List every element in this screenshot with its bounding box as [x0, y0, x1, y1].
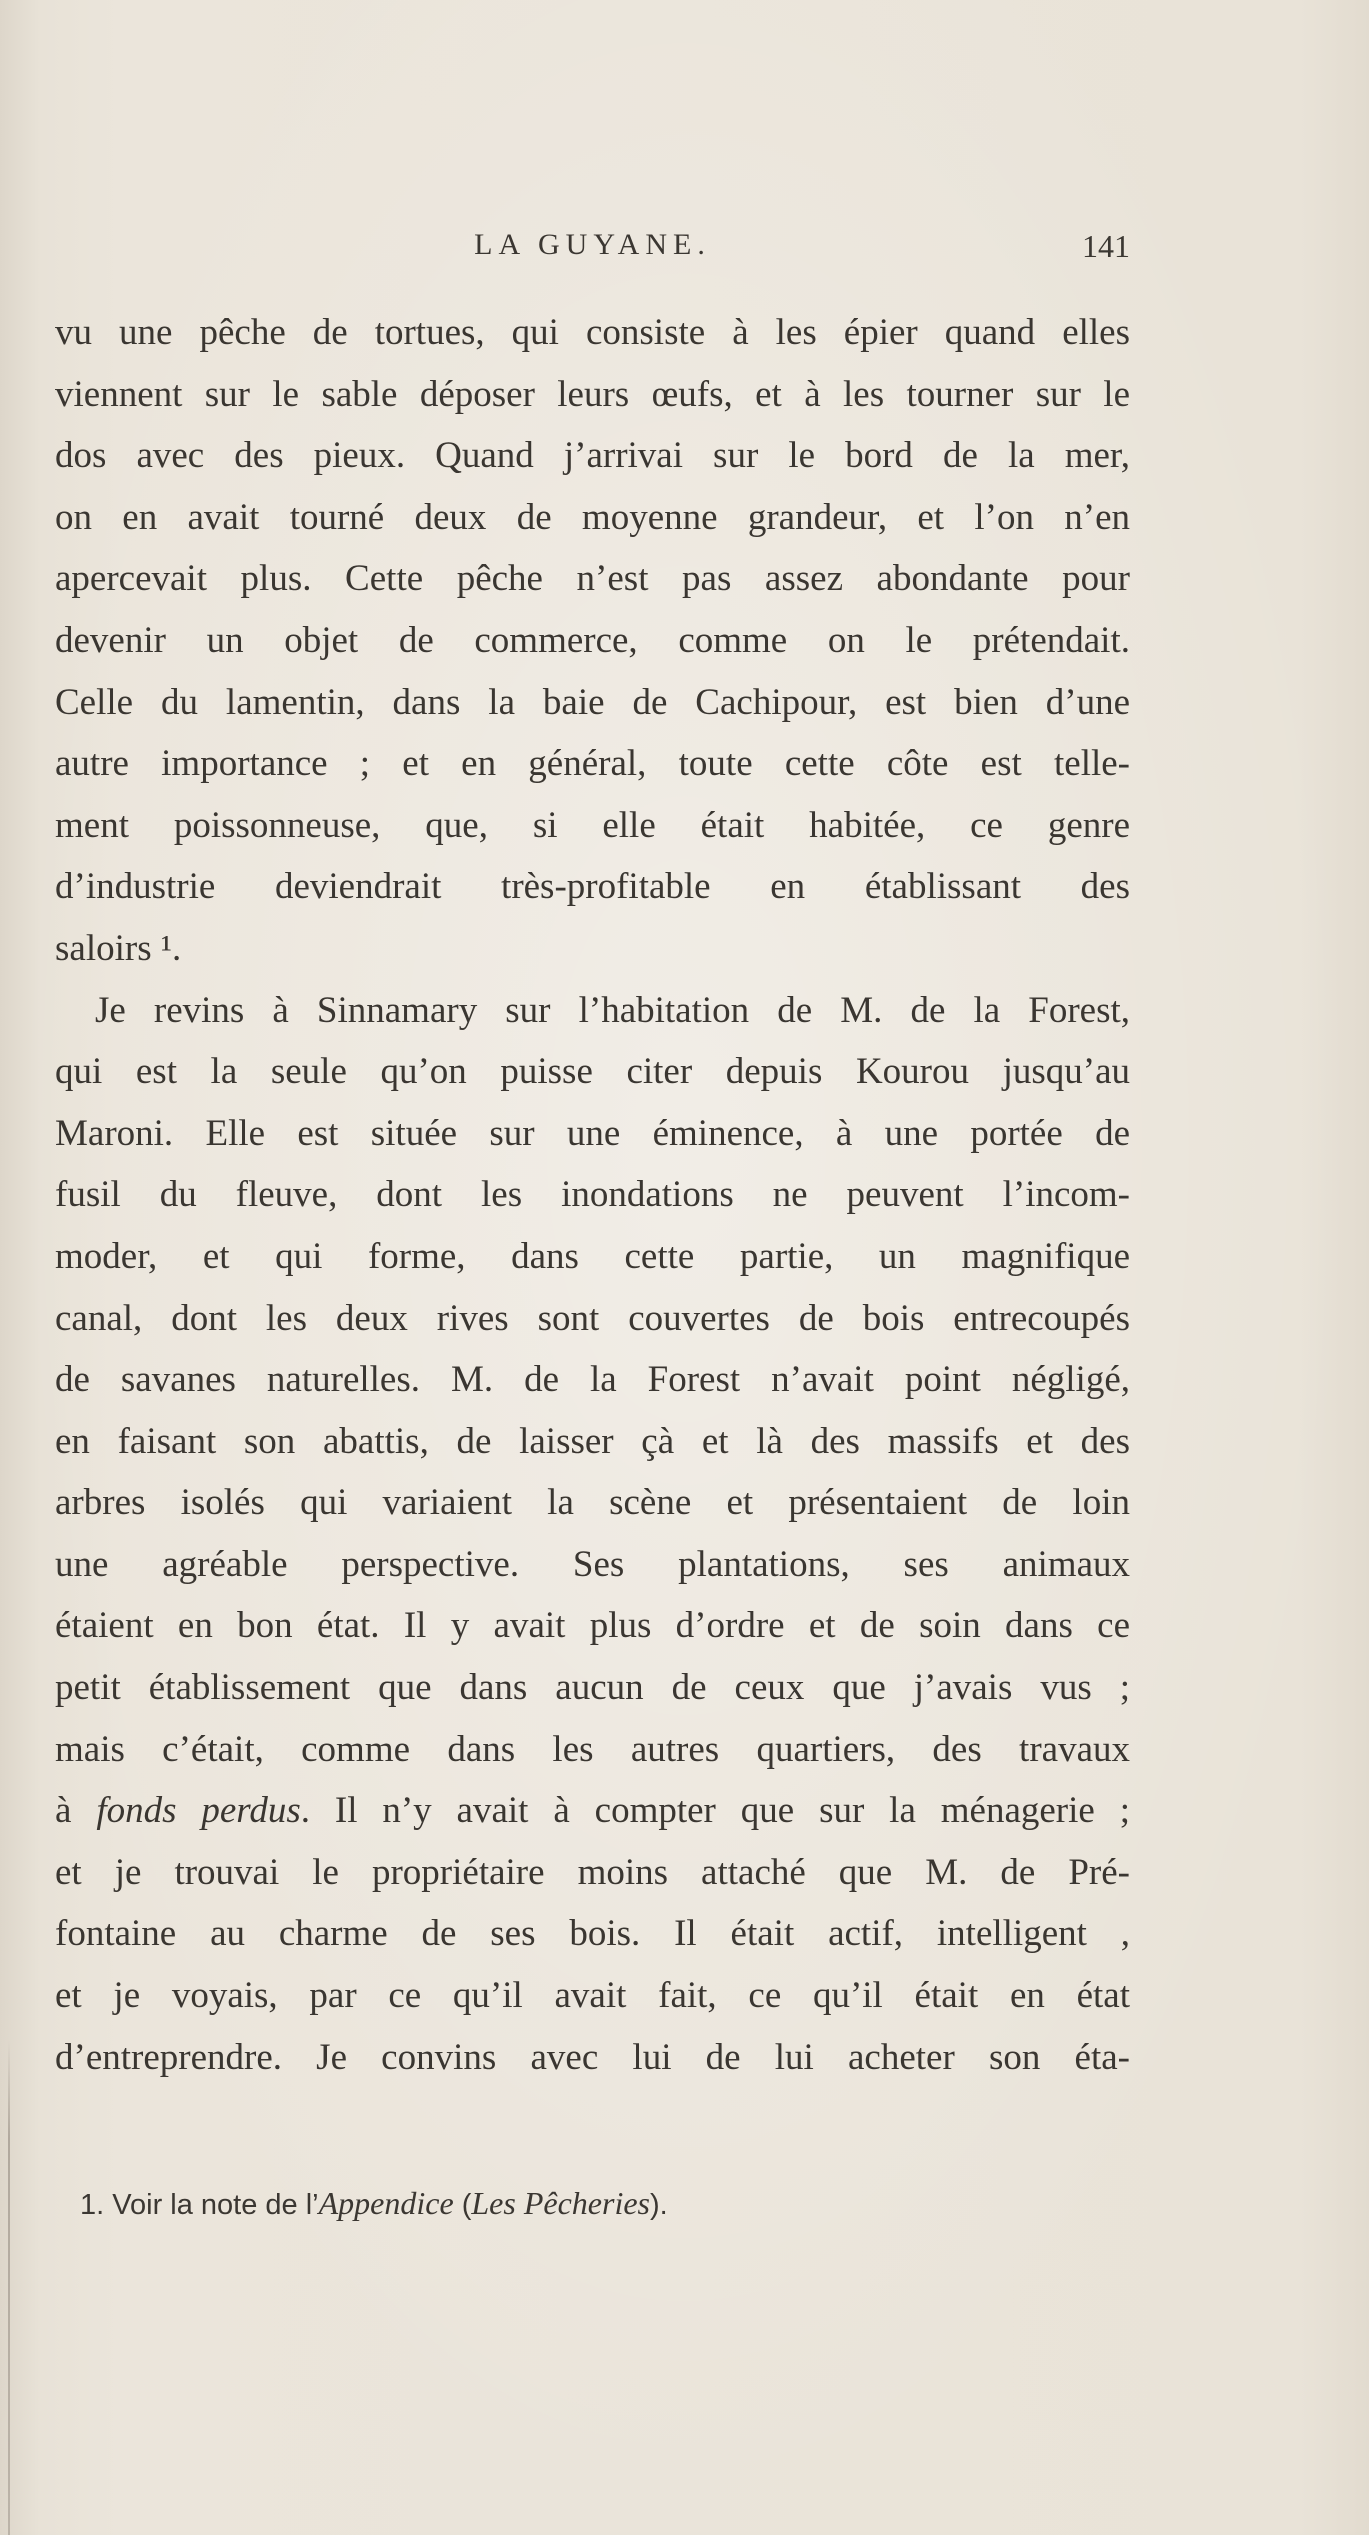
text-line: petit établissement que dans aucun de ceux que j’avais vus ; — [55, 1667, 1130, 1709]
text-line: arbres isolés qui variaient la scène et présentaient de loin — [55, 1482, 1130, 1524]
text-line: fusil du fleuve, dont les inondations ne peuvent l’incom- — [55, 1174, 1130, 1216]
footnote-text-middle: ( — [453, 2189, 472, 2221]
text-line: moder, et qui forme, dans cette partie, un magnifique — [55, 1235, 1130, 1277]
page-edge-shadow — [8, 2040, 10, 2535]
text-line: dos avec des pieux. Quand j’arrivai sur le bord de la mer, — [55, 435, 1130, 477]
body-text — [55, 302, 1130, 2088]
text-line: on en avait tourné deux de moyenne grandeur, et l’on n’en — [55, 496, 1130, 538]
running-head — [55, 228, 1130, 268]
italic-line-prefix: à — [55, 1790, 97, 1832]
text-line: viennent sur le sable déposer leurs œufs, et à les tourner sur le — [55, 373, 1130, 415]
text-line: Je revins à Sinnamary sur l’habitation de M. de la Forest, — [95, 989, 1130, 1031]
text-line: fontaine au charme de ses bois. Il était actif, intelligent , — [55, 1913, 1130, 1955]
footnote-italic-appendice: Appendice — [318, 2185, 454, 2221]
text-line: une agréable perspective. Ses plantations, ses animaux — [55, 1543, 1130, 1585]
italic-phrase: fonds perdus — [96, 1790, 301, 1832]
text-line: en faisant son abattis, de laisser çà et là des massifs et des — [55, 1420, 1130, 1462]
footnote — [80, 2185, 1130, 2222]
text-line: apercevait plus. Cette pêche n’est pas assez abondante pour — [55, 558, 1130, 600]
italic-line-suffix: . Il n’y avait à compter que sur la ménagerie ; — [300, 1790, 1130, 1832]
text-line: et je trouvai le propriétaire moins attaché que M. de Pré- — [55, 1851, 1130, 1893]
footnote-text-before: Voir la note de l’ — [112, 2189, 319, 2221]
text-line: saloirs ¹. — [55, 927, 182, 969]
text-line: mais c’était, comme dans les autres quartiers, des travaux — [55, 1728, 1130, 1770]
text-line: autre importance ; et en général, toute cette côte est telle- — [55, 743, 1130, 785]
text-line: de savanes naturelles. M. de la Forest n’avait point négligé, — [55, 1359, 1130, 1401]
text-line: qui est la seule qu’on puisse citer depuis Kourou jusqu’au — [55, 1051, 1130, 1093]
text-line: canal, dont les deux rives sont couvertes de bois entrecoupés — [55, 1297, 1130, 1339]
text-line: ment poissonneuse, que, si elle était habitée, ce genre — [55, 804, 1130, 846]
text-line: et je voyais, par ce qu’il avait fait, ce qu’il était en état — [55, 1975, 1130, 2017]
page-number: 141 — [1082, 228, 1130, 264]
running-title: LA GUYANE. — [474, 228, 711, 261]
text-line: d’entreprendre. Je convins avec lui de lui acheter son éta- — [55, 2036, 1130, 2078]
text-line: vu une pêche de tortues, qui consiste à les épier quand elles — [55, 312, 1130, 353]
footnote-italic-pecheries: Les Pêcheries — [471, 2185, 650, 2221]
text-line: Maroni. Elle est située sur une éminence, à une portée de — [55, 1112, 1130, 1154]
text-line: devenir un objet de commerce, comme on le prétendait. — [55, 619, 1130, 661]
text-line: Celle du lamentin, dans la baie de Cachipour, est bien d’une — [55, 681, 1130, 723]
footnote-number: 1. — [80, 2189, 105, 2221]
footnote-text-after: ). — [649, 2189, 668, 2221]
text-line: d’industrie deviendrait très-profitable en établissant des — [55, 866, 1130, 908]
text-line: étaient en bon état. Il y avait plus d’ordre et de soin dans ce — [55, 1605, 1130, 1647]
text-line-italic — [55, 1780, 1130, 1842]
